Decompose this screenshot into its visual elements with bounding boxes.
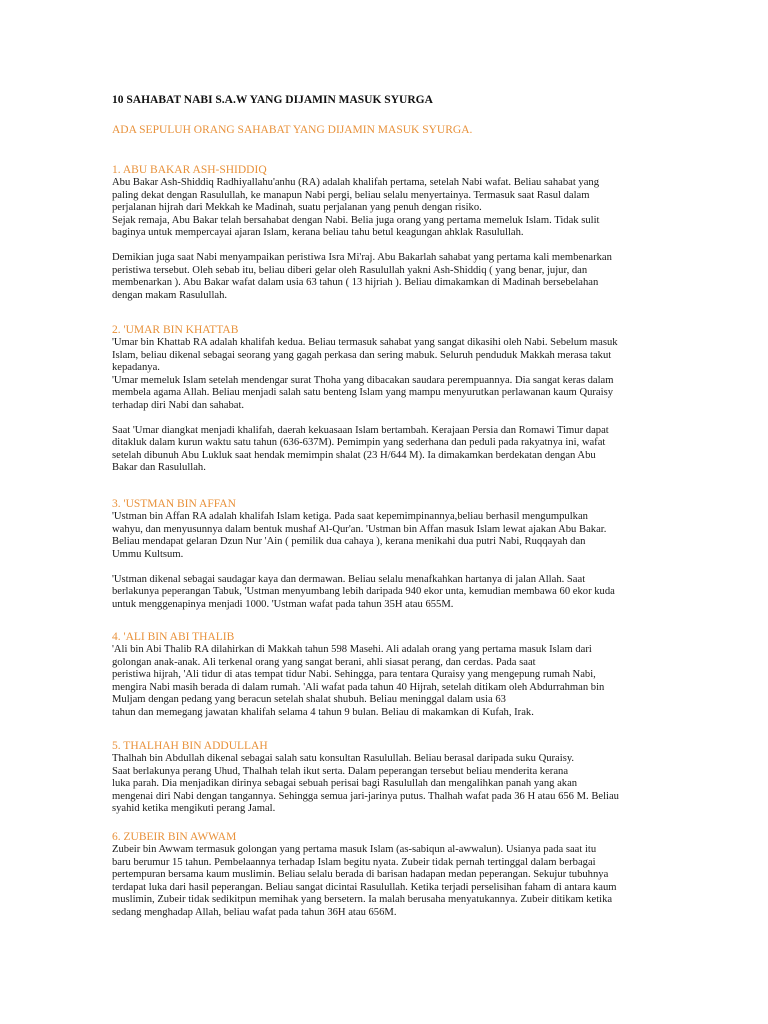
text-line: Saat 'Umar diangkat menjadi khalifah, daerah kekuasaan Islam bertambah. Kerajaan Persia dan Romawi Timur dapat (112, 424, 609, 436)
text-line: baginya untuk mempercayai ajaran Islam, kerana beliau tahu betul keagungan ahklak Rasulullah. (112, 227, 524, 239)
text-line: Bakar dan Rasulullah. (112, 462, 206, 474)
text-line: terhadap diri Nabi dan sahabat. (112, 399, 245, 411)
section-heading: 6. ZUBEIR BIN AWWAM (112, 831, 237, 843)
section-paragraph (112, 574, 657, 612)
section-paragraph (112, 177, 657, 240)
section-paragraph (112, 511, 657, 561)
section-paragraph (112, 753, 657, 816)
text-line: syahid ketika mengikuti perang Jamal. (112, 803, 276, 815)
text-line: dengan makam Rasulullah. (112, 289, 228, 301)
section-heading: 5. THALHAH BIN ADDULLAH (112, 740, 268, 752)
text-line: mengira Nabi masih berada di dalam rumah. 'Ali wafat pada tahun 40 Hijrah, setelah ditikam oleh Abdurrahman bin (112, 681, 605, 693)
section-paragraph (112, 252, 657, 302)
text-line: Thalhah bin Abdullah dikenal sebagai salah satu konsultan Rasulullah. Beliau berasal daripada suku Quraisy. (112, 753, 575, 764)
text-line: baru berumur 15 tahun. Pembelaannya terhadap Islam begitu nyata. Zubeir tidak pernah tertinggal dalam berbagai (112, 856, 596, 868)
section-paragraph (112, 425, 657, 475)
text-line: Beliau mendapat gelaran Dzun Nur 'Ain ( pemilik dua cahaya ), kerana menikahi dua putri Nabi, Ruqqayah dan (112, 536, 586, 548)
text-line: kepadanya. (112, 362, 160, 374)
section-paragraph (112, 644, 657, 719)
text-line: perjalanan hijrah dari Mekkah ke Madinah, suatu perjalanan yang penuh dengan risiko. (112, 202, 482, 214)
section-heading: 1. ABU BAKAR ASH-SHIDDIQ (112, 164, 267, 176)
document-subtitle: ADA SEPULUH ORANG SAHABAT YANG DIJAMIN MASUK SYURGA. (112, 124, 473, 136)
text-line: Saat berlakunya perang Uhud, Thalhah telah ikut serta. Dalam peperangan tersebut beliau menderita kerana (112, 765, 569, 777)
text-line: peristiwa tersebut. Oleh sebab itu, beliau diberi gelar oleh Rasulullah yakni Ash-Shiddiq ( yang benar, jujur, dan (112, 264, 588, 276)
text-line: muslimin, Zubeir tidak sedikitpun memihak yang bersetern. Ia malah berusaha menyatukannya. Zubeir ditikam ketika (112, 894, 613, 906)
document-title: 10 SAHABAT NABI S.A.W YANG DIJAMIN MASUK SYURGA (112, 94, 433, 106)
section-5 (112, 739, 657, 816)
section-6 (112, 830, 657, 919)
section-paragraph (112, 337, 657, 412)
text-line: 'Umar memeluk Islam setelah mendengar surat Thoha yang dibacakan saudara perempuannya. Dia sangat keras dalam (112, 374, 614, 386)
text-line: Ummu Kultsum. (112, 548, 184, 560)
text-line: 'Ali bin Abi Thalib RA dilahirkan di Makkah tahun 598 Masehi. Ali adalah orang yang pertama masuk Islam dari (112, 644, 592, 655)
section-1 (112, 163, 657, 302)
text-line: membenarkan ). Abu Bakar wafat dalam usia 63 tahun ( 13 hijriah ). Beliau dimakamkan di Madinah bersebelahan (112, 277, 599, 289)
text-line: 'Ustman dikenal sebagai saudagar kaya dan dermawan. Beliau selalu menafkahkan hartanya di jalan Allah. Saat (112, 573, 586, 585)
text-line: sedang menghadap Allah, beliau wafat pada tahun 36H atau 656M. (112, 906, 397, 918)
text-line: pertempuran bersama kaum muslimin. Beliau selalu berada di barisan hadapan medan peperangan. Sekujur tubuhnya (112, 869, 609, 881)
text-line: mengenai diri Nabi dengan tangannya. Sehingga semua jari-jarinya putus. Thalhah wafat pada 36 H atau 656 M. Beliau (112, 790, 619, 802)
text-line: setelah dibunuh Abu Lukluk saat hendak memimpin shalat (23 H/644 M). Ia dimakamkan berdekatan dengan Abu (112, 449, 596, 461)
section-heading: 2. 'UMAR BIN KHATTAB (112, 324, 239, 336)
section-paragraph (112, 844, 657, 919)
text-line: terdapat luka dari hasil peperangan. Beliau sangat dicintai Rasulullah. Ketika terjadi perselisihan faham di antara kaum (112, 881, 617, 893)
text-line: membela agama Allah. Beliau menjadi salah satu benteng Islam yang mampu menyurutkan perlawanan kaum Quraisy (112, 387, 613, 399)
text-line: Sejak remaja, Abu Bakar telah bersahabat dengan Nabi. Belia juga orang yang pertama memeluk Islam. Tidak sulit (112, 214, 600, 226)
text-line: Demikian juga saat Nabi menyampaikan peristiwa Isra Mi'raj. Abu Bakarlah sahabat yang pertama kali membenarkan (112, 252, 612, 264)
section-2 (112, 323, 657, 475)
text-line: Islam, beliau dikenal sebagai seorang yang gagah perkasa dan sering mabuk. Seluruh penduduk Makkah merasa takut (112, 349, 612, 361)
text-line: 'Ustman bin Affan RA adalah khalifah Islam ketiga. Pada saat kepemimpinannya,beliau berhasil mengumpulkan (112, 511, 588, 522)
text-line: paling dekat dengan Rasulullah, ke manapun Nabi pergi, beliau selalu menyertainya. Termasuk saat Rasul dalam (112, 189, 590, 201)
text-line: golongan anak-anak. Ali terkenal orang yang sangat berani, ahli siasat perang, dan cerdas. Pada saat (112, 656, 536, 668)
section-heading: 3. 'USTMAN BIN AFFAN (112, 498, 236, 510)
text-line: Zubeir bin Awwam termasuk golongan yang pertama masuk Islam (as-sabiqun al-awwalun). Usianya pada saat itu (112, 844, 597, 855)
section-heading: 4. 'ALI BIN ABI THALIB (112, 631, 235, 643)
text-line: Abu Bakar Ash-Shiddiq Radhiyallahu'anhu (RA) adalah khalifah pertama, setelah Nabi wafat. Beliau sahabat yang (112, 177, 600, 188)
section-3 (112, 497, 657, 611)
text-line: untuk menggenapinya menjadi 1000. 'Ustman wafat pada tahun 35H atau 655M. (112, 598, 454, 610)
text-line: peristiwa hijrah, 'Ali tidur di atas tempat tidur Nabi. Sehingga, para tentara Quraisy yang mengepung rumah Nabi, (112, 669, 596, 681)
text-line: ditakluk dalam kurun waktu satu tahun (636-637M). Pemimpin yang sederhana dan peduli pada rakyatnya ini, wafat (112, 437, 606, 449)
text-line: 'Umar bin Khattab RA adalah khalifah kedua. Beliau termasuk sahabat yang sangat dikasihi oleh Nabi. Sebelum masuk (112, 337, 618, 348)
text-line: berlakunya peperangan Tabuk, 'Ustman menyumbang lebih daripada 940 ekor unta, kemudian membawa 60 ekor kuda (112, 586, 615, 598)
text-line: luka parah. Dia menjadikan dirinya sebagai sebuah perisai bagi Rasulullah dan mengalihkan panah yang akan (112, 778, 578, 790)
text-line: wahyu, dan menyusunnya dalam bentuk mushaf Al-Qur'an. 'Ustman bin Affan masuk Islam lewat ajakan Abu Bakar. (112, 523, 607, 535)
section-4 (112, 630, 657, 719)
text-line: Muljam dengan pedang yang beracun setelah shalat shubuh. Beliau meninggal dalam usia 63 (112, 694, 506, 706)
text-line: tahun dan memegang jawatan khalifah selama 4 tahun 9 bulan. Beliau di makamkan di Kufah, Irak. (112, 706, 534, 718)
